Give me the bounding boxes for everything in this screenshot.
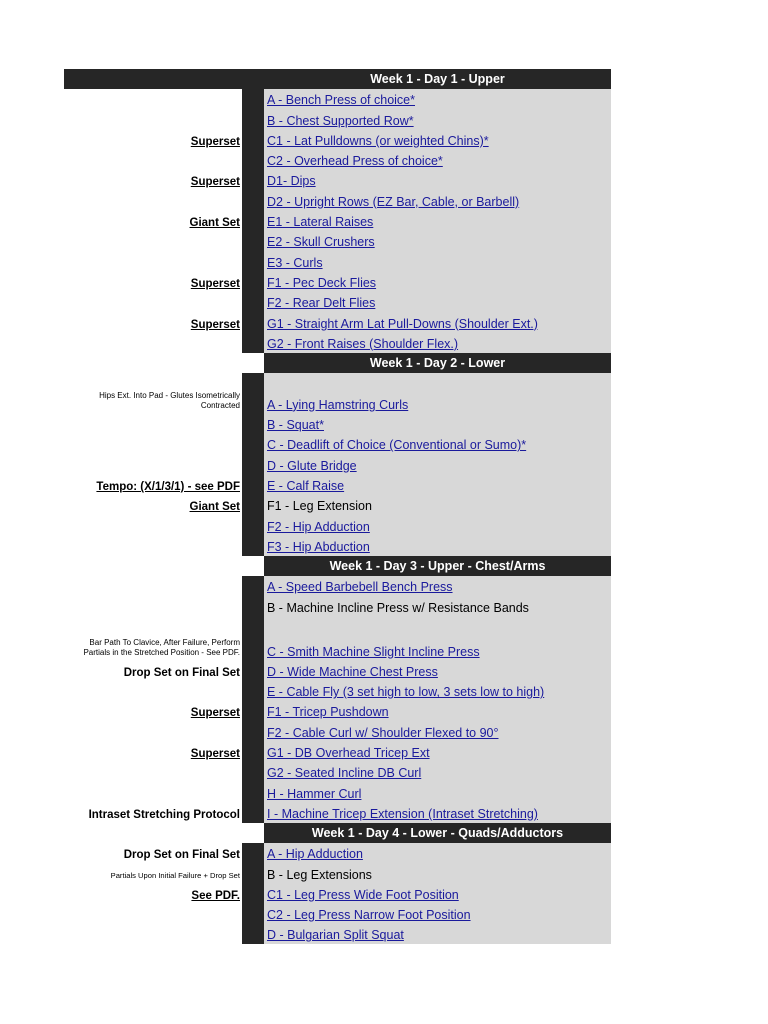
- exercise-link[interactable]: F1 - Pec Deck Flies: [267, 275, 377, 290]
- exercise-link[interactable]: D2 - Upright Rows (EZ Bar, Cable, or Barbell): [267, 194, 520, 209]
- exercise-row: [64, 782, 611, 802]
- row-divider: [242, 924, 264, 944]
- exercise-row: [64, 576, 611, 596]
- exercise-row: [64, 596, 611, 616]
- exercise-link[interactable]: G1 - Straight Arm Lat Pull-Downs (Shoulder Ext.): [267, 316, 538, 331]
- exercise-link[interactable]: E2 - Skull Crushers: [267, 235, 375, 250]
- row-divider: [242, 742, 264, 762]
- day-header: [64, 556, 611, 576]
- row-divider: [242, 292, 264, 312]
- row-divider: [242, 721, 264, 741]
- row-divider: [242, 109, 264, 129]
- row-divider: [242, 681, 264, 701]
- row-divider: [242, 333, 264, 353]
- exercise-row: [64, 89, 611, 109]
- exercise-row: [64, 211, 611, 231]
- exercise-row: [64, 190, 611, 210]
- exercise-row: [64, 292, 611, 312]
- exercise-row: [64, 803, 611, 823]
- row-divider: [242, 89, 264, 109]
- exercise-link[interactable]: D1- Dips: [267, 174, 316, 189]
- set-note: Intraset Stretching Protocol: [88, 808, 240, 821]
- exercise-row: [64, 701, 611, 721]
- row-divider: [242, 150, 264, 170]
- row-divider: [242, 373, 264, 414]
- exercise-label: F1 - Leg Extension: [267, 499, 372, 514]
- exercise-link[interactable]: D - Wide Machine Chest Press: [267, 664, 438, 679]
- exercise-row: [64, 762, 611, 782]
- row-divider: [242, 661, 264, 681]
- row-divider: [242, 863, 264, 883]
- set-note: Superset: [190, 748, 240, 761]
- set-note: Superset: [190, 318, 240, 331]
- exercise-link[interactable]: E3 - Curls: [267, 255, 323, 270]
- day-header: [64, 353, 611, 373]
- day-title: Week 1 - Day 4 - Lower - Quads/Adductors: [311, 825, 564, 840]
- exercise-row: [64, 863, 611, 883]
- row-divider: [242, 515, 264, 535]
- workout-sheet: [64, 69, 611, 944]
- exercise-row: [64, 661, 611, 681]
- row-divider: [242, 884, 264, 904]
- exercise-row: [64, 924, 611, 944]
- set-note: Superset: [190, 176, 240, 189]
- set-note: Giant Set: [189, 501, 240, 514]
- row-divider: [242, 617, 264, 661]
- exercise-link[interactable]: B - Squat*: [267, 418, 324, 433]
- exercise-link[interactable]: F2 - Rear Delt Flies: [267, 296, 376, 311]
- row-divider: [242, 782, 264, 802]
- exercise-link[interactable]: G2 - Front Raises (Shoulder Flex.): [267, 336, 459, 351]
- set-note: Superset: [190, 135, 240, 148]
- exercise-link[interactable]: D - Bulgarian Split Squat: [267, 928, 404, 943]
- exercise-row: [64, 843, 611, 863]
- day-header: [64, 823, 611, 843]
- row-divider: [242, 596, 264, 616]
- row-divider: [242, 701, 264, 721]
- row-divider: [242, 190, 264, 210]
- exercise-row: [64, 312, 611, 332]
- row-divider: [242, 251, 264, 271]
- row-divider: [242, 762, 264, 782]
- exercise-link[interactable]: C - Deadlift of Choice (Conventional or Sumo)*: [267, 438, 527, 453]
- exercise-row: [64, 434, 611, 454]
- day-title: Week 1 - Day 1 - Upper: [370, 72, 505, 86]
- set-note: See PDF.: [191, 889, 240, 902]
- set-note: Drop Set on Final Set: [123, 666, 240, 679]
- exercise-link[interactable]: F1 - Tricep Pushdown: [267, 705, 389, 720]
- exercise-link[interactable]: A - Speed Barbebell Bench Press: [267, 580, 453, 595]
- exercise-row: [64, 272, 611, 292]
- set-note: Tempo: (X/1/3/1) - see PDF: [96, 481, 240, 494]
- row-divider: [242, 170, 264, 190]
- set-note: Giant Set: [189, 217, 240, 230]
- row-divider: [242, 536, 264, 556]
- exercise-link[interactable]: C - Smith Machine Slight Incline Press: [267, 644, 480, 659]
- row-divider: [242, 904, 264, 924]
- row-divider: [242, 434, 264, 454]
- exercise-row: [64, 536, 611, 556]
- exercise-link[interactable]: A - Hip Adduction: [267, 847, 363, 862]
- row-divider: [242, 414, 264, 434]
- set-note: Drop Set on Final Set: [123, 849, 240, 862]
- exercise-link[interactable]: A - Lying Hamstring Curls: [267, 397, 409, 412]
- row-divider: [242, 803, 264, 823]
- exercise-link[interactable]: E1 - Lateral Raises: [267, 215, 374, 230]
- exercise-link[interactable]: F3 - Hip Abduction: [267, 539, 370, 554]
- exercise-row: [64, 454, 611, 474]
- exercise-row: [64, 170, 611, 190]
- exercise-link[interactable]: A - Bench Press of choice*: [267, 93, 415, 108]
- set-note: Superset: [190, 277, 240, 290]
- exercise-row: [64, 130, 611, 150]
- row-divider: [242, 312, 264, 332]
- row-divider: [242, 130, 264, 150]
- row-divider: [242, 475, 264, 495]
- row-divider: [242, 272, 264, 292]
- exercise-row: [64, 150, 611, 170]
- set-note: Hips Ext. Into Pad - Glutes Isometrically Contracted: [99, 390, 240, 410]
- exercise-link[interactable]: H - Hammer Curl: [267, 786, 362, 801]
- exercise-link[interactable]: D - Glute Bridge: [267, 458, 357, 473]
- row-divider: [242, 211, 264, 231]
- exercise-link[interactable]: C1 - Leg Press Wide Foot Position: [267, 887, 459, 902]
- row-divider: [242, 495, 264, 515]
- exercise-link[interactable]: F2 - Hip Adduction: [267, 519, 370, 534]
- day-title: Week 1 - Day 3 - Upper - Chest/Arms: [329, 558, 546, 573]
- exercise-row: [64, 617, 611, 661]
- exercise-link[interactable]: G2 - Seated Incline DB Curl: [267, 766, 422, 781]
- exercise-link[interactable]: B - Chest Supported Row*: [267, 113, 414, 128]
- day-header: [64, 69, 611, 89]
- exercise-row: [64, 904, 611, 924]
- row-divider: [242, 231, 264, 251]
- exercise-row: [64, 109, 611, 129]
- row-divider: [242, 843, 264, 863]
- set-note: Partials Upon Initial Failure + Drop Set: [110, 870, 240, 880]
- set-note: Bar Path To Clavice, After Failure, Perform Partials in the Stretched Position - See PDF.: [83, 637, 240, 657]
- exercise-row: [64, 251, 611, 271]
- exercise-row: [64, 231, 611, 251]
- exercise-row: [64, 515, 611, 535]
- exercise-row: [64, 373, 611, 414]
- exercise-row: [64, 884, 611, 904]
- exercise-row: [64, 495, 611, 515]
- row-divider: [242, 576, 264, 596]
- exercise-row: [64, 721, 611, 741]
- exercise-link[interactable]: G1 - DB Overhead Tricep Ext: [267, 746, 430, 761]
- exercise-link[interactable]: I - Machine Tricep Extension (Intraset Stretching): [267, 806, 538, 821]
- exercise-link[interactable]: C2 - Leg Press Narrow Foot Position: [267, 908, 471, 923]
- exercise-link[interactable]: C2 - Overhead Press of choice*: [267, 154, 443, 169]
- row-divider: [242, 454, 264, 474]
- set-note: Superset: [190, 707, 240, 720]
- exercise-link[interactable]: C1 - Lat Pulldowns (or weighted Chins)*: [267, 133, 489, 148]
- exercise-label: B - Machine Incline Press w/ Resistance Bands: [267, 600, 529, 615]
- exercise-link[interactable]: E - Cable Fly (3 set high to low, 3 sets low to high): [267, 685, 545, 700]
- exercise-row: [64, 475, 611, 495]
- exercise-row: [64, 414, 611, 434]
- exercise-row: [64, 333, 611, 353]
- exercise-link[interactable]: E - Calf Raise: [267, 479, 345, 494]
- exercise-label: B - Leg Extensions: [267, 867, 372, 882]
- exercise-row: [64, 681, 611, 701]
- exercise-row: [64, 742, 611, 762]
- exercise-link[interactable]: F2 - Cable Curl w/ Shoulder Flexed to 90°: [267, 725, 499, 740]
- day-title: Week 1 - Day 2 - Lower: [369, 355, 506, 370]
